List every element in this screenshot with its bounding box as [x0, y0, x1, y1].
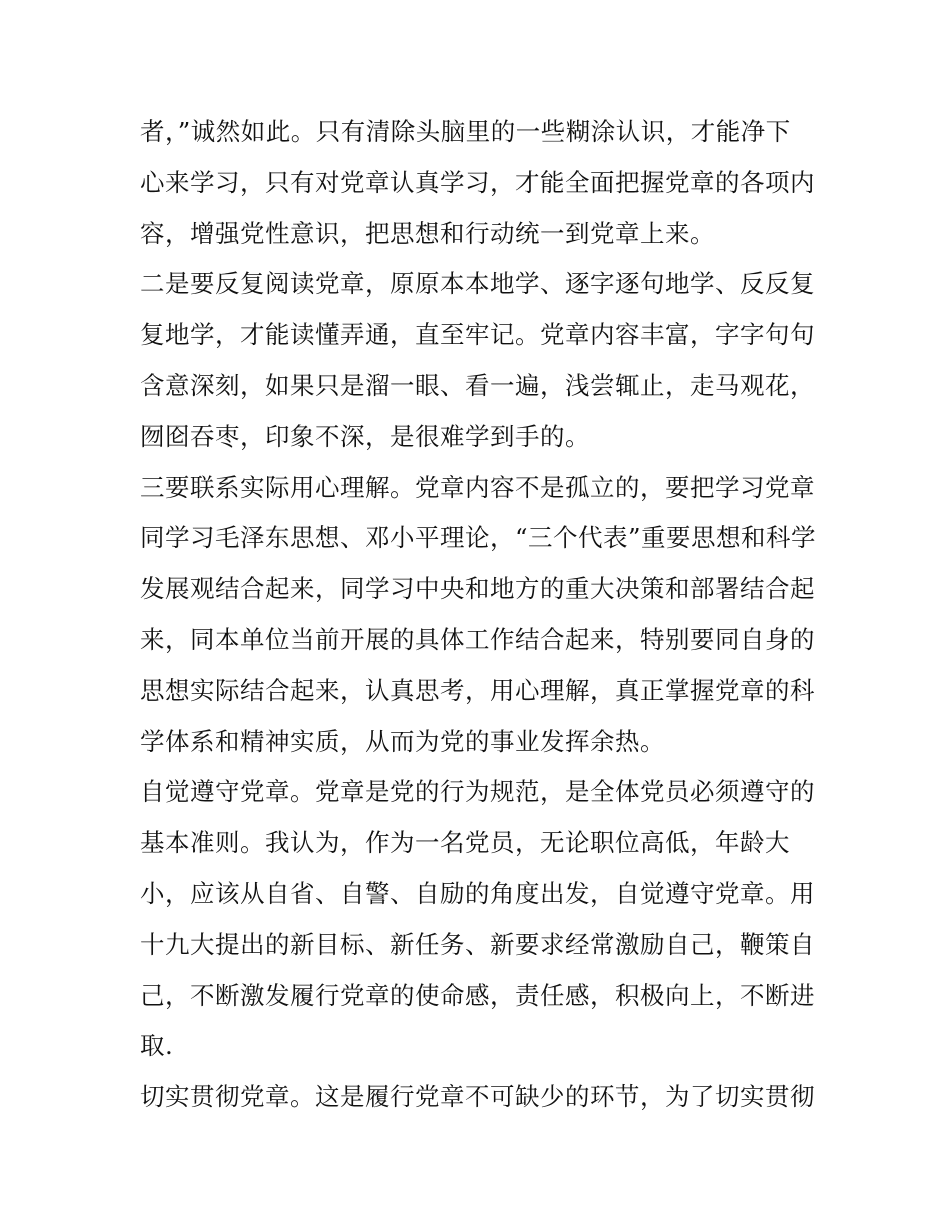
text-line: 十九大提出的新目标、新任务、新要求经常激励自己，鞭策自 [140, 929, 815, 959]
text-line: 复地学，才能读懂弄通，直至牢记。党章内容丰富，字字句句 [140, 320, 815, 350]
text-line: 来，同本单位当前开展的具体工作结合起来，特别要同自身的 [140, 624, 815, 654]
text-line: 己，不断激发履行党章的使命感，责任感，积极向上，不断进 [140, 980, 815, 1010]
text-line: 者，”诚然如此。只有清除头脑里的一些糊涂认识，才能净下 [140, 117, 791, 146]
text-line: 发展观结合起来，同学习中央和地方的重大决策和部署结合起 [140, 574, 815, 604]
text-line: 心来学习，只有对党章认真学习，才能全面把握党章的各项内 [140, 167, 815, 197]
text-line: 自觉遵守党章。党章是党的行为规范，是全体党员必须遵守的 [140, 777, 815, 807]
text-line: 二是要反复阅读党章，原原本本地学、逐字逐句地学、反反复 [140, 269, 815, 299]
text-line: 含意深刻，如果只是溜一眼、看一遍，浅尝辄止，走马观花， [140, 370, 815, 400]
text-line: 基本准则。我认为，作为一名党员，无论职位高低，年龄大 [140, 828, 790, 858]
body-text [140, 107, 830, 1123]
text-line: 三要联系实际用心理解。党章内容不是孤立的，要把学习党章 [140, 472, 815, 502]
text-line: 容，增强党性意识，把思想和行动统一到党章上来。 [140, 218, 715, 248]
text-line: 思想实际结合起来，认真思考，用心理解，真正掌握党章的科 [140, 675, 815, 705]
text-line: 切实贯彻党章。这是履行党章不可缺少的环节，为了切实贯彻 [140, 1082, 815, 1112]
text-line: 学体系和精神实质，从而为党的事业发挥余热。 [140, 726, 665, 756]
text-line: 取. [140, 1031, 174, 1061]
text-line: 同学习毛泽东思想、邓小平理论，“三个代表”重要思想和科学 [140, 523, 817, 553]
text-line: 小，应该从自省、自警、自励的角度出发，自觉遵守党章。用 [140, 878, 815, 908]
text-line: 囫囵吞枣，印象不深，是很难学到手的。 [140, 421, 590, 451]
